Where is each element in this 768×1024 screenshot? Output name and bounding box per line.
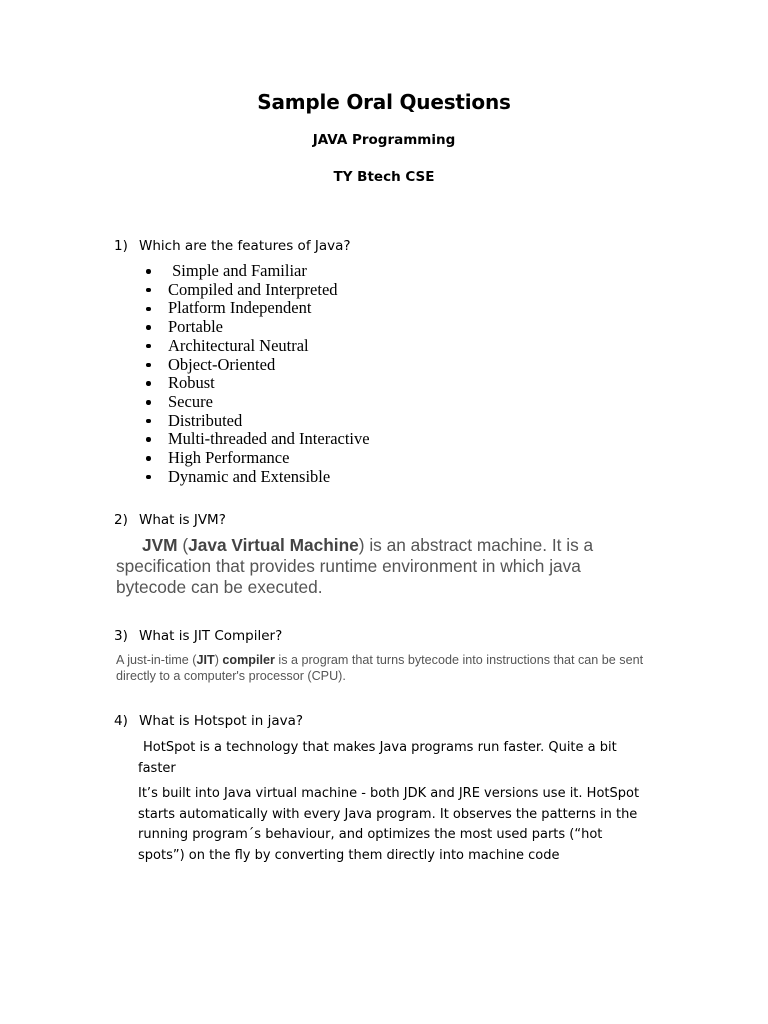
question-1 bbox=[114, 238, 351, 254]
question-number: 1) bbox=[114, 238, 128, 254]
question-text: What is Hotspot in java? bbox=[139, 713, 304, 729]
hotspot-answer bbox=[138, 738, 648, 866]
list-item: Secure bbox=[140, 393, 370, 412]
list-item: High Performance bbox=[140, 449, 370, 468]
subject-heading: JAVA Programming bbox=[312, 132, 456, 148]
bullet-icon bbox=[146, 456, 151, 461]
question-number: 3) bbox=[114, 628, 128, 644]
bullet-icon bbox=[146, 269, 151, 274]
list-item: Architectural Neutral bbox=[140, 337, 370, 356]
question-3 bbox=[114, 628, 282, 644]
list-item: Robust bbox=[140, 374, 370, 393]
question-4 bbox=[114, 713, 303, 729]
question-text: Which are the features of Java? bbox=[139, 238, 351, 254]
jit-term: JIT bbox=[196, 653, 215, 667]
bullet-icon bbox=[146, 363, 151, 368]
list-item: Portable bbox=[140, 318, 370, 337]
jit-answer: A just-in-time (JIT) compiler is a program that turns bytecode into instructions that can be sent directly to a computer's processor (CPU). bbox=[116, 653, 644, 683]
features-list bbox=[140, 262, 370, 486]
question-text: What is JIT Compiler? bbox=[139, 628, 283, 644]
bullet-icon bbox=[146, 325, 151, 330]
bullet-icon bbox=[146, 475, 151, 480]
bullet-icon bbox=[146, 437, 151, 442]
list-item: Platform Independent bbox=[140, 299, 370, 318]
class-heading: TY Btech CSE bbox=[333, 169, 435, 185]
jvm-term: JVM bbox=[142, 535, 178, 555]
hotspot-paragraph-1: HotSpot is a technology that makes Java programs run faster. Quite a bit faster bbox=[138, 740, 617, 776]
compiler-term: compiler bbox=[222, 653, 275, 667]
list-item: Object-Oriented bbox=[140, 356, 370, 375]
bullet-icon bbox=[146, 288, 151, 293]
bullet-icon bbox=[146, 400, 151, 405]
question-number: 4) bbox=[114, 713, 128, 729]
bullet-icon bbox=[146, 307, 151, 312]
bullet-icon bbox=[146, 381, 151, 386]
jvm-expansion: Java Virtual Machine bbox=[188, 535, 359, 555]
list-item: Dynamic and Extensible bbox=[140, 468, 370, 487]
question-text: What is JVM? bbox=[139, 512, 226, 528]
list-item: Multi-threaded and Interactive bbox=[140, 430, 370, 449]
list-item: Simple and Familiar bbox=[140, 262, 370, 281]
page-title: Sample Oral Questions bbox=[257, 90, 511, 114]
question-number: 2) bbox=[114, 512, 128, 528]
hotspot-paragraph-2: It’s built into Java virtual machine - both JDK and JRE versions use it. HotSpot starts automatically with every Java program. It observes the patterns in the running program´s behaviour, and optimizes the most used parts (“hot spots”) on the fly by converting them directly into machine code bbox=[138, 786, 640, 863]
list-item: Compiled and Interpreted bbox=[140, 281, 370, 300]
jvm-answer: JVM (Java Virtual Machine) is an abstract machine. It is a specification that provides runtime environment in which java bytecode can be executed. bbox=[116, 535, 594, 597]
bullet-icon bbox=[146, 344, 151, 349]
question-2 bbox=[114, 512, 226, 528]
list-item: Distributed bbox=[140, 412, 370, 431]
bullet-icon bbox=[146, 419, 151, 424]
